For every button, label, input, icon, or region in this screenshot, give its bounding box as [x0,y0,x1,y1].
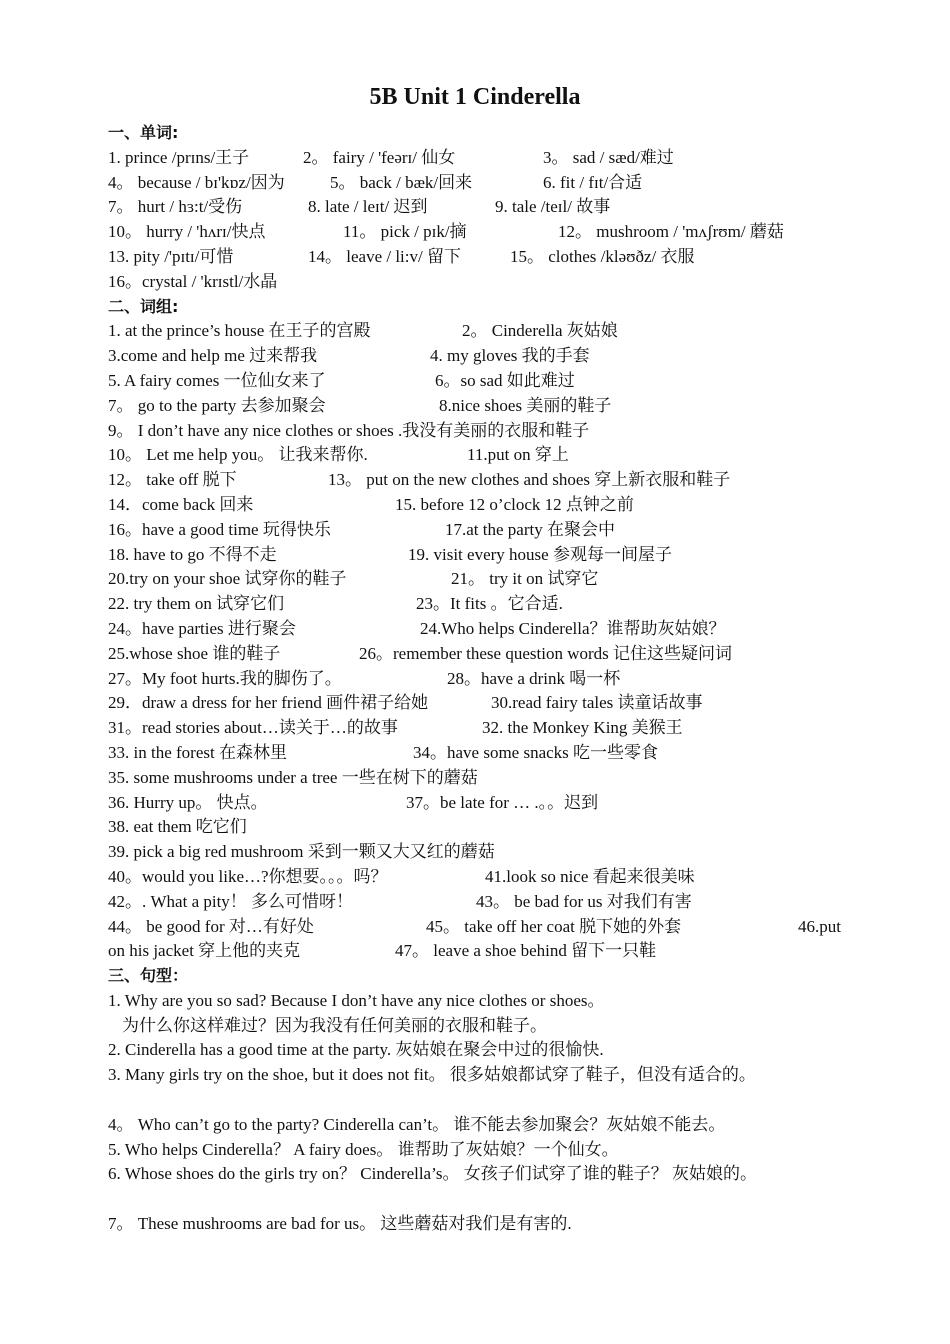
word-entry: 1. prince /prɪns/王子 [108,147,250,167]
phrase-entry: 20.try on your shoe 试穿你的鞋子 [108,569,347,589]
word-entry: 6. fit / fɪt/合适 [543,172,643,192]
phrase-entry: 31。read stories about…读关于…的故事 [108,718,398,738]
phrase-row [108,419,898,444]
word-entry: 13. pity /'pɪtɪ/可惜 [108,246,234,266]
sentence-entry: 7。 These mushrooms are bad for us。 这些蘑菇对我们是有害的. [108,1214,572,1234]
phrase-entry: 2。 Cinderella 灰姑娘 [462,321,618,341]
phrase-row [108,394,898,419]
sentence-row [108,1113,898,1138]
phrase-entry: 19. visit every house 参观每一间屋子 [408,544,672,564]
phrase-entry: 35. some mushrooms under a tree 一些在树下的蘑菇 [108,767,478,787]
word-row [108,195,898,220]
phrase-entry: 46.put [798,916,841,936]
phrase-entry: 11.put on 穿上 [467,445,569,465]
sentence-row [108,989,898,1014]
phrase-entry: 8.nice shoes 美丽的鞋子 [439,395,612,415]
phrase-row [108,567,898,592]
phrase-entry: 37。be late for … .。。迟到 [406,792,599,812]
phrase-entry: 38. eat them 吃它们 [108,817,247,837]
phrase-entry: 9。 I don’t have any nice clothes or shoes .我没有美丽的衣服和鞋子 [108,420,590,440]
sentence-row [108,1014,898,1039]
phrase-row [108,319,898,344]
phrase-row [108,344,898,369]
phrase-entry: 40。would you like…?你想要。。。吗？ [108,866,388,886]
word-row [108,220,898,245]
phrase-row [108,592,898,617]
phrase-entry: 33. in the forest 在森林里 [108,742,287,762]
blank-line [108,1088,898,1113]
phrase-entry: 3.come and help me 过来帮我 [108,346,318,366]
word-entry: 12。 mushroom / 'mʌʃrʊm/ 蘑菇 [558,222,784,242]
phrase-row [108,667,898,692]
phrase-entry: 25.whose shoe 谁的鞋子 [108,643,281,663]
word-entry: 15。 clothes /kləʊðz/ 衣服 [510,246,695,266]
phrase-entry: 1. at the prince’s house 在王子的宫殿 [108,321,371,341]
word-entry: 8. late / leɪt/ 迟到 [308,197,428,217]
sentence-entry: 4。 Who can’t go to the party? Cinderella can’t。 谁不能去参加聚会？灰姑娘不能去。 [108,1114,726,1134]
word-entry: 9. tale /teɪl/ 故事 [495,197,611,217]
phrase-entry: 44。 be good for 对…有好处 [108,916,314,936]
phrase-entry: 23。It fits 。它合适. [416,594,563,614]
sentence-row [108,1162,898,1187]
phrase-entry: 42。. What a pity！ 多么可惜呀！ [108,891,354,911]
section-heading-sentences: 三、句型： [108,966,189,986]
word-row [108,146,898,171]
word-row [108,245,898,270]
sentence-entry: 3. Many girls try on the shoe, but it does not fit。 很多姑娘都试穿了鞋子，但没有适合的。 [108,1065,756,1085]
section-heading-phrases: 二、词组: [108,296,179,316]
word-entry: 5。 back / bæk/回来 [330,172,473,192]
phrase-entry: 32. the Monkey King 美猴王 [482,718,683,738]
phrase-row [108,865,898,890]
phrase-entry: 22. try them on 试穿它们 [108,594,285,614]
document-title: 5B Unit 1 Cinderella [369,84,581,110]
phrase-entry: 47。 leave a shoe behind 留下一只鞋 [395,941,657,961]
sentence-entry: 2. Cinderella has a good time at the party. 灰姑娘在聚会中过的很愉快. [108,1040,604,1060]
word-entry: 10。 hurry / 'hʌrɪ/快点 [108,222,266,242]
phrase-entry: 34。have some snacks 吃一些零食 [413,742,659,762]
phrase-entry: 39. pick a big red mushroom 采到一颗又大又红的蘑菇 [108,842,495,862]
phrase-entry: 18. have to go 不得不走 [108,544,277,564]
sentence-entry: 6. Whose shoes do the girls try on？ Cinderella’s。 女孩子们试穿了谁的鞋子？ 灰姑娘的。 [108,1164,757,1184]
phrase-entry: 10。 Let me help you。 让我来帮你. [108,445,368,465]
sentence-row [108,1038,898,1063]
phrase-entry: 7。 go to the party 去参加聚会 [108,395,326,415]
phrase-row [108,691,898,716]
phrase-row [108,617,898,642]
phrase-entry: 28。have a drink 喝一杯 [447,668,621,688]
word-entry: 2。 fairy / 'feərɪ/ 仙女 [303,147,456,167]
blank-line [108,1187,898,1212]
phrase-entry: 36. Hurry up。 快点。 [108,792,268,812]
phrase-entry: 24.Who helps Cinderella？谁帮助灰姑娘？ [420,618,726,638]
sentence-row [108,1212,898,1237]
phrase-row [108,493,898,518]
phrase-entry: 14．come back 回来 [108,494,254,514]
phrase-entry: 45。 take off her coat 脱下她的外套 [426,916,682,936]
word-entry: 14。 leave / li:v/ 留下 [308,246,461,266]
word-entry: 7。 hurt / hɜ:t/受伤 [108,197,243,217]
phrase-row [108,840,898,865]
phrase-row [108,791,898,816]
word-row [108,171,898,196]
sentence-translation: 为什么你这样难过？因为我没有任何美丽的衣服和鞋子。 [122,1015,547,1035]
phrase-entry: 27。My foot hurts.我的脚伤了。 [108,668,342,688]
phrase-row [108,518,898,543]
phrase-entry: 4. my gloves 我的手套 [430,346,590,366]
section-heading-words: 一、单词: [108,123,179,142]
word-entry: 16。crystal / 'krɪstl/水晶 [108,271,278,291]
phrase-entry: 29．draw a dress for her friend 画件裙子给她 [108,693,429,713]
phrase-entry: on his jacket 穿上他的夹克 [108,941,301,961]
phrase-entry: 21。 try it on 试穿它 [451,569,599,589]
sentence-row [108,1138,898,1163]
document-body [108,121,898,1237]
phrase-entry: 12。 take off 脱下 [108,470,237,490]
sentence-row [108,1063,898,1088]
phrase-row [108,890,898,915]
phrase-row [108,915,898,940]
phrase-row [108,369,898,394]
phrase-entry: 24。have parties 进行聚会 [108,618,296,638]
sentence-entry: 1. Why are you so sad? Because I don’t have any nice clothes or shoes。 [108,990,605,1010]
sentence-entry: 5. Who helps Cinderella？ A fairy does。 谁帮助了灰姑娘？一个仙女。 [108,1139,619,1159]
phrase-entry: 26。remember these question words 记住这些疑问词 [359,643,732,663]
phrase-row [108,741,898,766]
phrase-row [108,815,898,840]
word-entry: 11。 pick / pɪk/摘 [343,222,467,242]
phrase-row [108,642,898,667]
phrase-entry: 13。 put on the new clothes and shoes 穿上新衣服和鞋子 [328,470,731,490]
phrase-row [108,766,898,791]
phrase-entry: 15. before 12 o’clock 12 点钟之前 [395,494,634,514]
phrase-row [108,443,898,468]
phrase-entry: 16。have a good time 玩得快乐 [108,519,331,539]
word-row [108,270,898,295]
phrase-entry: 6。so sad 如此难过 [435,370,575,390]
word-entry: 3。 sad / sæd/难过 [543,147,674,167]
phrase-entry: 17.at the party 在聚会中 [445,519,615,539]
phrase-row [108,939,898,964]
phrase-entry: 30.read fairy tales 读童话故事 [491,693,703,713]
word-entry: 4。 because / bɪ'kɒz/因为 [108,172,285,192]
phrase-row [108,543,898,568]
phrase-entry: 41.look so nice 看起来很美味 [485,866,695,886]
phrase-entry: 5. A fairy comes 一位仙女来了 [108,370,326,390]
phrase-row [108,468,898,493]
phrase-row [108,716,898,741]
phrase-entry: 43。 be bad for us 对我们有害 [476,891,692,911]
